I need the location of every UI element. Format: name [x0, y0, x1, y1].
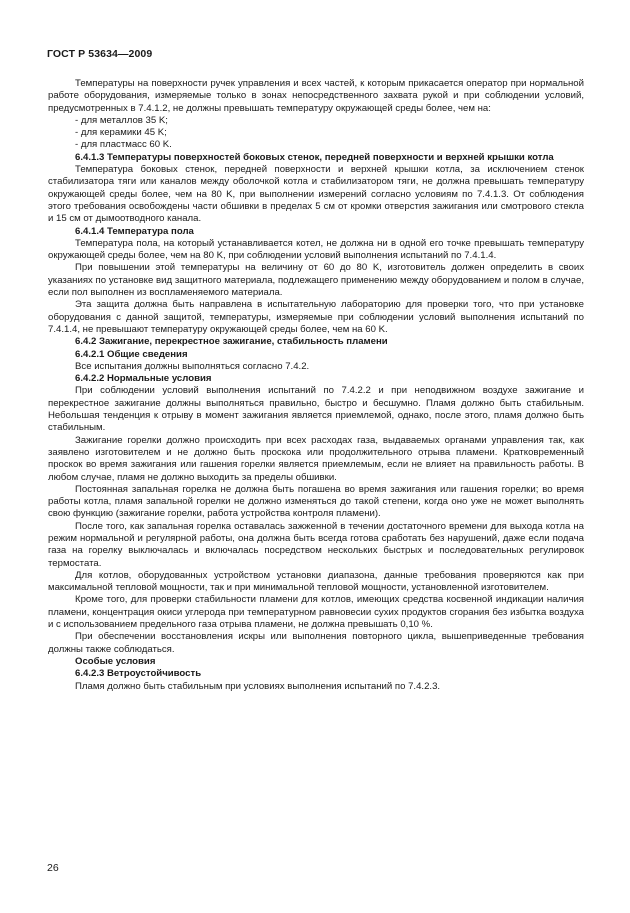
paragraph: Постоянная запальная горелка не должна быть погашена во время зажигания или гашения горелки; во время работы котла, пламя запальной горелки не должно изменяться до такой степени, когда оно уже не может выполнять свою функцию (зажигание горелки, работа устройства контроля пламени). — [48, 483, 584, 520]
section-heading: 6.4.2.3 Ветроустойчивость — [75, 668, 202, 680]
section-heading: Особые условия — [75, 655, 156, 667]
paragraph: Температура боковых стенок, передней поверхности и верхней крышки котла, за исключением стенок стабилизатора тяги или каналов между оболочкой котла и стабилизатором тяги, не должна превышать температуру окружающей среды более, чем на 80 K, при выполнении измерений согласно условиям по 7.4.1.3. От соблюдения этого требования освобождены части обшивки в пределах 5 см от кромки отверстия зажигания или смотрового стекла и 15 см от дымоотводного канала. — [48, 164, 584, 225]
paragraph: Температура пола, на который устанавливается котел, не должна ни в одной его точке превышать температуру окружающей среды более, чем на 80 K, при соблюдении условий выполнения испытаний по 7.4.1.4. — [48, 237, 584, 262]
paragraph: Эта защита должна быть направлена в испытательную лабораторию для проверки того, что при установке оборудования с данной защитой, температуры, измеряемые при соблюдении условий выполнения испытаний по 7.4.1.4, не превышают температуру окружающей среды более, чем на 60 K. — [48, 299, 584, 335]
paragraph: После того, как запальная горелка оставалась зажженной в течении достаточного времени для выхода котла на режим нормальной и регулярной работы, она должна быть всегда готова сработать без нарушений, даже если подача газа на горелку выключалась и включалась посредством нескольких быстрых и последовательных регулировок термостата. — [48, 520, 584, 569]
section-heading: 6.4.2.2 Нормальные условия — [75, 373, 212, 385]
document-header: ГОСТ Р 53634—2009 — [47, 48, 153, 60]
page-content — [48, 78, 584, 693]
list-item: - для пластмасс 60 K. — [75, 139, 172, 151]
section-heading: 6.4.2.1 Общие сведения — [75, 348, 188, 360]
paragraph: Температуры на поверхности ручек управления и всех частей, к которым прикасается оператор при нормальной работе оборудования, измеряемые только в зонах непосредственного захвата рукой и при соблюдении условий, предусмотренных в 7.4.1.2, не должны превышать температуру окружающей среды более, чем на: — [48, 78, 584, 114]
paragraph: Кроме того, для проверки стабильности пламени для котлов, имеющих средства косвенной индикации наличия пламени, концентрация окиси углерода при температурном равновесии сухих продуктов сгорания без избытка воздуха и с использованием предельного газа отрыва пламени, не должна превышать 0,10 %. — [48, 594, 584, 631]
page-number: 26 — [47, 862, 59, 874]
paragraph: Пламя должно быть стабильным при условиях выполнения испытаний по 7.4.2.3. — [75, 680, 441, 692]
section-heading: 6.4.1.4 Температура пола — [75, 225, 194, 237]
list-item: - для керамики 45 K; — [75, 127, 167, 139]
section-heading: 6.4.2 Зажигание, перекрестное зажигание, стабильность пламени — [75, 336, 388, 348]
paragraph: Зажигание горелки должно происходить при всех расходах газа, выдаваемых органами управления так, как заявлено изготовителем и не должно быть проскока или продолжительного отрыва пламени. Кратковременный проскок во время зажигания или гашения горелки является приемлемым, если не влияет на правильность работы. В любом случае, пламя не должно выходить за пределы обшивки. — [48, 434, 584, 483]
paragraph: При соблюдении условий выполнения испытаний по 7.4.2.2 и при неподвижном воздухе зажигание и перекрестное зажигание должны выполняться правильно, быстро и бесшумно. Пламя должно быть стабильным. Небольшая тенденция к отрыву в момент зажигания является приемлемой, однако, после этого, пламя должно быть стабильным. — [48, 385, 584, 434]
list-item: - для металлов 35 K; — [75, 114, 168, 126]
paragraph: При повышении этой температуры на величину от 60 до 80 K, изготовитель должен определить в своих указаниях по установке вид защитного материала, подлежащего применению между оборудованием и полом в случае, если пол выполнен из воспламеняемого материала. — [48, 262, 584, 299]
paragraph: Для котлов, оборудованных устройством установки диапазона, данные требования проверяются как при максимальной тепловой мощности, так и при минимальной тепловой мощности, установленной изготовителем. — [48, 569, 584, 594]
paragraph: При обеспечении восстановления искры или выполнения повторного цикла, вышеприведенные требования должны также соблюдаться. — [48, 631, 584, 655]
section-heading: 6.4.1.3 Температуры поверхностей боковых стенок, передней поверхности и верхней крышки котла — [75, 151, 554, 163]
paragraph: Все испытания должны выполняться согласно 7.4.2. — [75, 360, 310, 372]
